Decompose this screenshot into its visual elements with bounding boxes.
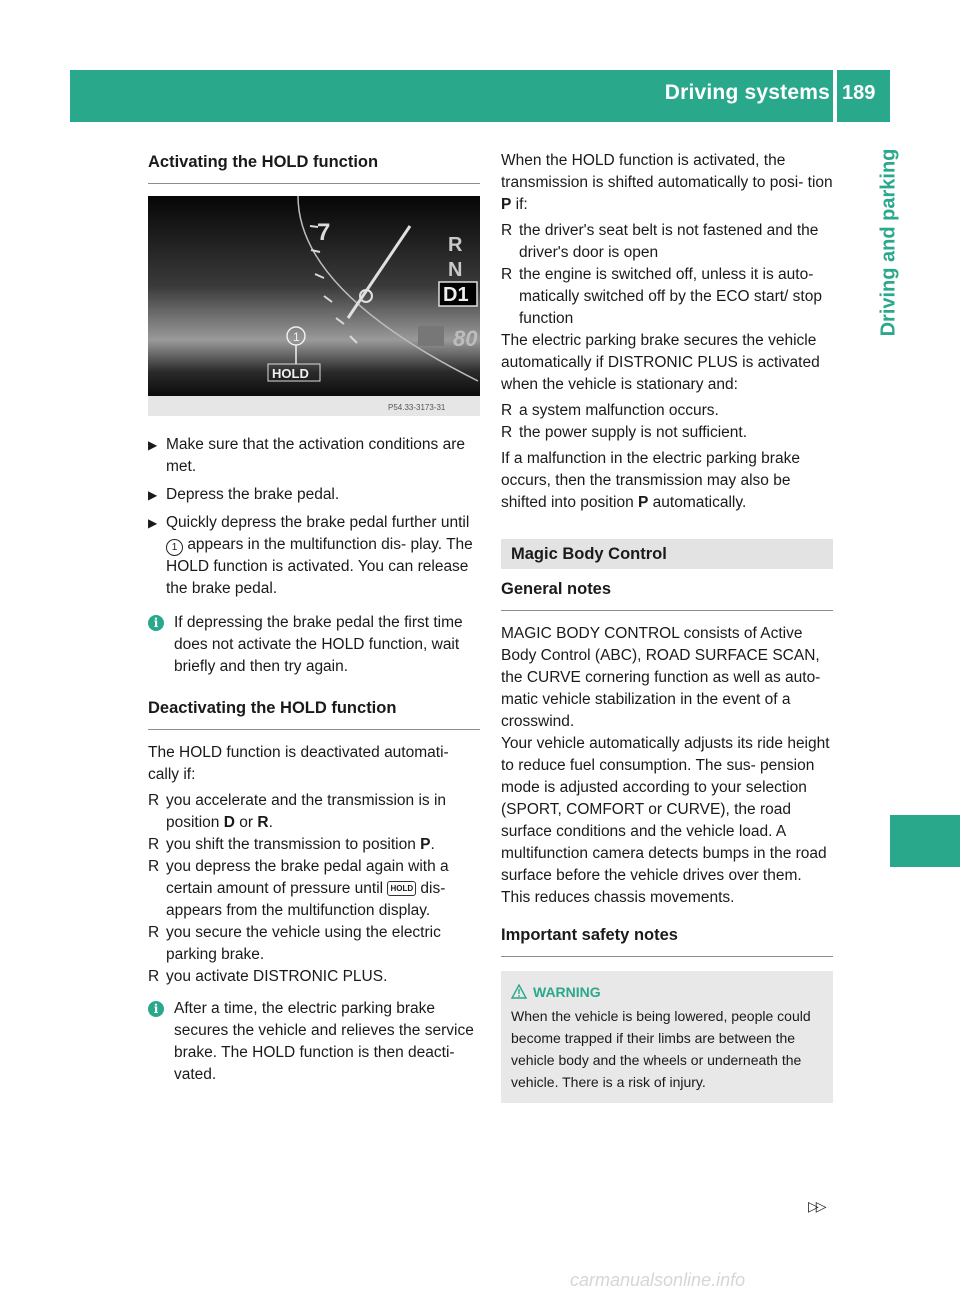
svg-text:80: 80 (453, 326, 478, 351)
svg-text:HOLD: HOLD (272, 366, 309, 381)
list-item: R you depress the brake pedal again with a certain amount of pressure until HOLD dis- appears from the multifunction display. (148, 858, 449, 919)
heading-safety-notes: Important safety notes (501, 923, 833, 957)
callout-1-icon: 1 (166, 539, 183, 556)
list-item: R the driver's seat belt is not fastened and the driver's door is open (501, 222, 819, 261)
right-column (501, 150, 833, 1103)
step-text: Make sure that the activation conditions are met. (166, 436, 465, 475)
step-arrow-icon: ▶ (148, 488, 158, 502)
image-code: P54.33-3173-31 (388, 403, 446, 412)
left-column (148, 150, 480, 1086)
list-item: R a system malfunction occurs. (501, 402, 719, 419)
section-title-magic-body-control: Magic Body Control (501, 539, 833, 569)
svg-text:D1: D1 (443, 284, 469, 306)
deactivate-intro: The HOLD function is deactivated automati- cally if: (148, 744, 449, 783)
malfunction-paragraph: If a malfunction in the electric parking brake occurs, then the transmission may also be shifted into position P automatically. (501, 450, 800, 511)
page-section-title: Driving systems (664, 81, 830, 104)
list-item: R you secure the vehicle using the electric parking brake. (148, 924, 441, 963)
list-item: R the power supply is not sufficient. (501, 424, 748, 441)
hold-shift-intro: When the HOLD function is activated, the transmission is shifted automatically to posi- tion P if: (501, 152, 833, 213)
page-number: 189 (842, 82, 876, 104)
header-divider (833, 70, 837, 122)
side-chapter-tab (890, 815, 960, 867)
svg-text:7: 7 (317, 219, 331, 246)
heading-activate-hold: Activating the HOLD function (148, 150, 480, 184)
info-icon: i (148, 615, 164, 631)
list-item: R you activate DISTRONIC PLUS. (148, 968, 388, 985)
instrument-cluster-image (148, 196, 480, 416)
svg-text:R: R (448, 234, 463, 256)
footer-watermark: carmanualsonline.info (570, 1270, 746, 1290)
step-item (148, 484, 480, 506)
heading-deactivate-hold: Deactivating the HOLD function (148, 696, 480, 730)
step-item (148, 434, 480, 478)
note-text: If depressing the brake pedal the first time does not activate the HOLD function, wait briefly and then try again. (174, 614, 463, 675)
list-item: R you shift the transmission to position P. (148, 836, 435, 853)
list-item: R the engine is switched off, unless it is auto- matically switched off by the ECO start/ stop function (501, 266, 822, 327)
warning-box (501, 971, 833, 1103)
note-text: After a time, the electric parking brake secures the vehicle and relieves the service brake. The HOLD function is then deacti- vated. (174, 1000, 474, 1083)
info-note (148, 612, 480, 678)
hold-key-icon: HOLD (387, 881, 416, 896)
info-icon: i (148, 1001, 164, 1017)
general-paragraph-2: Your vehicle automatically adjusts its ride height to reduce fuel consumption. The sus- pension mode is adjusted according to your selection (SPORT, COMFORT or CURVE), the road surface conditions and the vehicle load. A multifunction camera detects bumps in the road surface before the vehicle drives over them. This reduces chassis movements. (501, 735, 830, 906)
step-text: Quickly depress the brake pedal further until 1 appears in the multifunction dis- play. The HOLD function is activated. You can release the brake pedal. (166, 514, 473, 597)
step-arrow-icon: ▶ (148, 438, 158, 452)
svg-text:1: 1 (293, 330, 300, 344)
side-chapter-label (826, 148, 952, 336)
step-arrow-icon: ▶ (148, 516, 158, 530)
warning-text: When the vehicle is being lowered, people could become trapped if their limbs are between the vehicle body and the wheels or underneath the vehicle. There is a risk of injury. (511, 1008, 811, 1090)
general-paragraph-1: MAGIC BODY CONTROL consists of Active Body Control (ABC), ROAD SURFACE SCAN, the CURVE cornering function as well as auto- matic vehicle stabilization in the event of a crosswind. (501, 625, 821, 730)
list-item: R you accelerate and the transmission is in position D or R. (148, 792, 447, 831)
continue-arrow-icon: ▷▷ (808, 1198, 824, 1214)
epb-paragraph: The electric parking brake secures the vehicle automatically if DISTRONIC PLUS is activated when the vehicle is stationary and: (501, 332, 820, 393)
step-text: Depress the brake pedal. (166, 486, 340, 503)
info-note (148, 998, 480, 1086)
warning-header: WARNING (511, 981, 821, 1003)
warning-triangle-icon (511, 984, 527, 999)
step-item (148, 512, 480, 600)
svg-text:N: N (448, 259, 463, 281)
side-chapter-text: Driving and parking (877, 148, 900, 336)
heading-general-notes: General notes (501, 577, 833, 611)
